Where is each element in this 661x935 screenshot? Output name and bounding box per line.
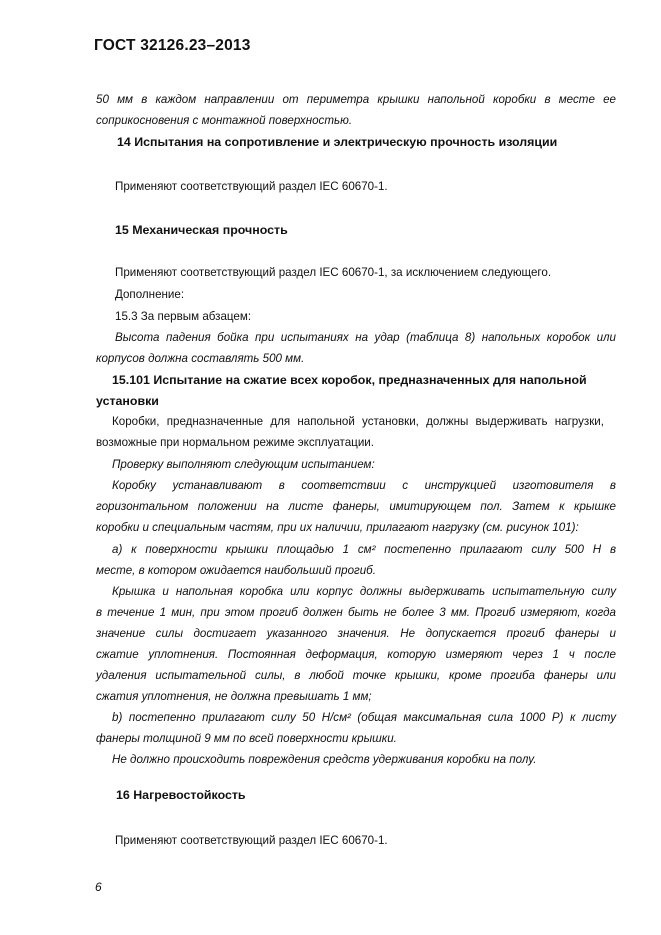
text-line: Проверку выполняют следующим испытанием: [112,458,375,471]
text-line: горизонтальном положении на листе фанеры, имитирующем пол. Затем к крышке [96,500,616,513]
document-header: ГОСТ 32126.23–2013 [94,37,251,54]
text-line: Высота падения бойка при испытаниях на удар (таблица 8) напольных коробок или [115,331,616,344]
text-line: Коробку устанавливают в соответствии с инструкцией изготовителя в [112,479,616,492]
text-line: коробки и специальным частям, при их наличии, прилагают нагрузку (см. рисунок 101): [96,521,579,534]
text-line: 50 мм в каждом направлении от периметра крышки напольной коробки в месте ее [96,93,616,106]
section-heading-15-101: 15.101 Испытание на сжатие всех коробок, предназначенных для напольной [112,373,587,387]
text-line: b) постепенно прилагают силу 50 Н/см² (общая максимальная сила 1000 Р) к листу [112,711,616,724]
text-line: фанеры толщиной 9 мм по всей поверхности крышки. [96,732,397,745]
text-line: Дополнение: [115,288,185,301]
text-line: сжатия уплотнения, не должна превышать 1 мм; [96,690,372,703]
text-line: значение силы достигает указанного значения. Не допускается прогиб фанеры и [96,627,616,640]
text-line: а) к поверхности крышки площадью 1 см² постепенно прилагают силу 500 Н в [112,543,616,556]
text-line: Применяют соответствующий раздел IEC 60670-1. [115,834,388,847]
text-line: возможные при нормальном режиме эксплуатации. [96,436,374,449]
section-heading-15: 15 Механическая прочность [115,223,288,237]
text-line: удаления испытательной силы, в любой точке крышки, кроме прогиба фанеры или [96,669,616,682]
section-heading-15-101-cont: установки [96,394,159,408]
text-line: Не должно происходить повреждения средств удерживания коробки на полу. [112,753,537,766]
page-number: 6 [95,880,102,894]
section-heading-16: 16 Нагревостойкость [116,788,246,802]
text-line: месте, в котором ожидается наибольший прогиб. [96,564,376,577]
text-line: корпусов должна составлять 500 мм. [96,352,305,365]
section-heading-14: 14 Испытания на сопротивление и электрическую прочность изоляции [117,135,558,149]
text-line: Коробки, предназначенные для напольной установки, должны выдерживать нагрузки, [112,415,604,428]
text-line: Применяют соответствующий раздел IEC 60670-1. [115,180,388,193]
text-line: Крышка и напольная коробка или корпус должны выдерживать испытательную силу [112,585,616,598]
text-line: Применяют соответствующий раздел IEC 60670-1, за исключением следующего. [115,266,552,279]
text-line: в течение 1 мин, при этом прогиб должен быть не более 3 мм. Прогиб измеряют, когда [96,606,616,619]
text-line: соприкосновения с монтажной поверхностью. [96,114,353,127]
text-line: 15.3 За первым абзацем: [115,310,252,323]
text-line: сжатие уплотнения. Постоянная деформация, которую измеряют через 1 ч после [96,648,616,661]
